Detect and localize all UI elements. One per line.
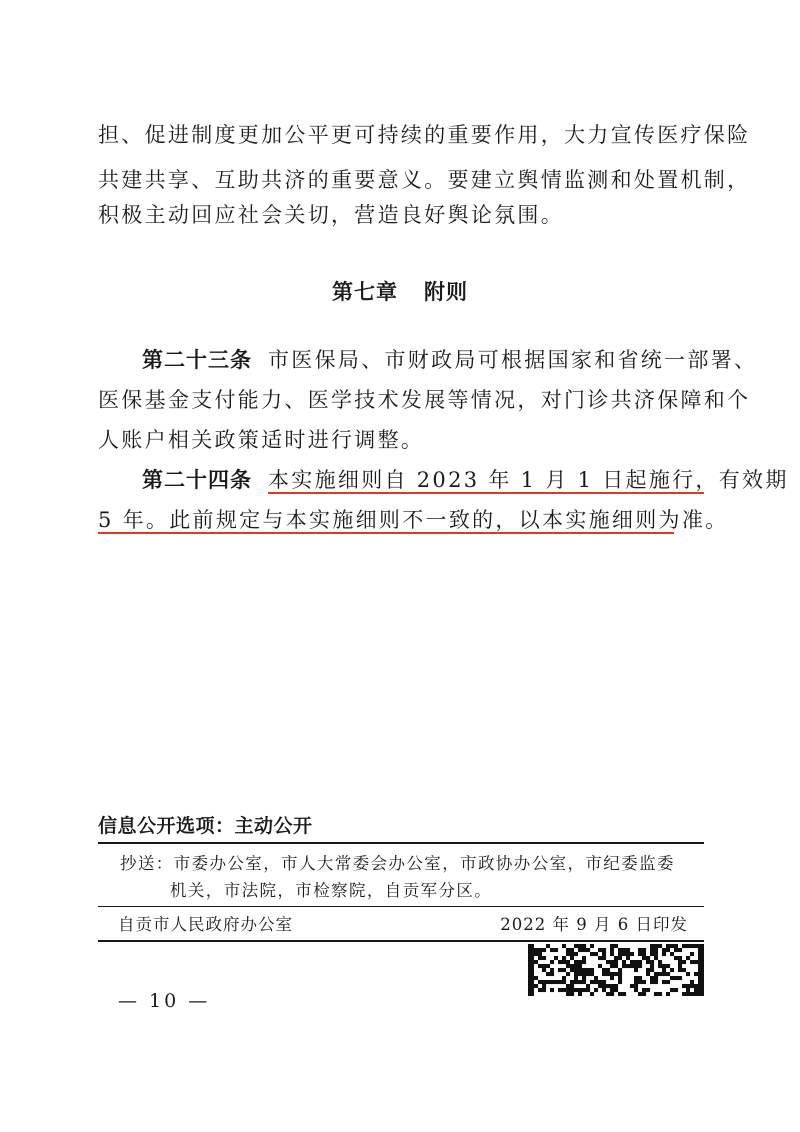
annotation-underline-2 xyxy=(98,532,674,534)
article-23-heading: 第二十三条 xyxy=(142,348,252,372)
article-23-line-2: 医保基金支付能力、医学技术发展等情况，对门诊共济保障和个 xyxy=(98,388,751,412)
rule-middle xyxy=(98,906,704,907)
body-line-2: 共建共享、互助共济的重要意义。要建立舆情监测和处置机制， xyxy=(98,168,751,192)
disclosure-option: 信息公开选项：主动公开 xyxy=(98,815,313,837)
issue-date: 2022 年 9 月 6 日印发 xyxy=(500,915,688,934)
chapter-title: 附则 xyxy=(424,280,468,304)
annotation-underline-1 xyxy=(268,492,704,494)
article-23-line-1 xyxy=(142,345,757,375)
cc-line-1: 抄送：市委办公室，市人大常委会办公室，市政协办公室，市纪委监委 xyxy=(120,854,675,873)
article-23-text-1: 市医保局、市财政局可根据国家和省统一部署、 xyxy=(268,348,758,372)
article-24-heading: 第二十四条 xyxy=(142,468,252,492)
cc-line-2: 机关，市法院，市检察院，自贡军分区。 xyxy=(170,881,493,900)
article-24-line-1 xyxy=(142,465,789,495)
chapter-number: 第七章 xyxy=(332,280,398,304)
issuer: 自贡市人民政府办公室 xyxy=(118,915,293,934)
chapter-heading xyxy=(0,276,800,306)
barcode-icon xyxy=(528,944,704,996)
rule-top xyxy=(98,842,704,844)
article-23-line-3: 人账户相关政策适时进行调整。 xyxy=(98,428,425,452)
body-line-3: 积极主动回应社会关切，营造良好舆论氛围。 xyxy=(98,203,564,227)
rule-bottom xyxy=(98,940,704,942)
article-24-line-2: 5 年。此前规定与本实施细则不一致的，以本实施细则为准。 xyxy=(98,508,729,532)
article-24-text-1: 本实施细则自 2023 年 1 月 1 日起施行，有效期 xyxy=(268,468,789,492)
body-line-1: 担、促进制度更加公平更可持续的重要作用，大力宣传医疗保险 xyxy=(98,123,751,147)
page-number: — 10 — xyxy=(118,990,211,1012)
